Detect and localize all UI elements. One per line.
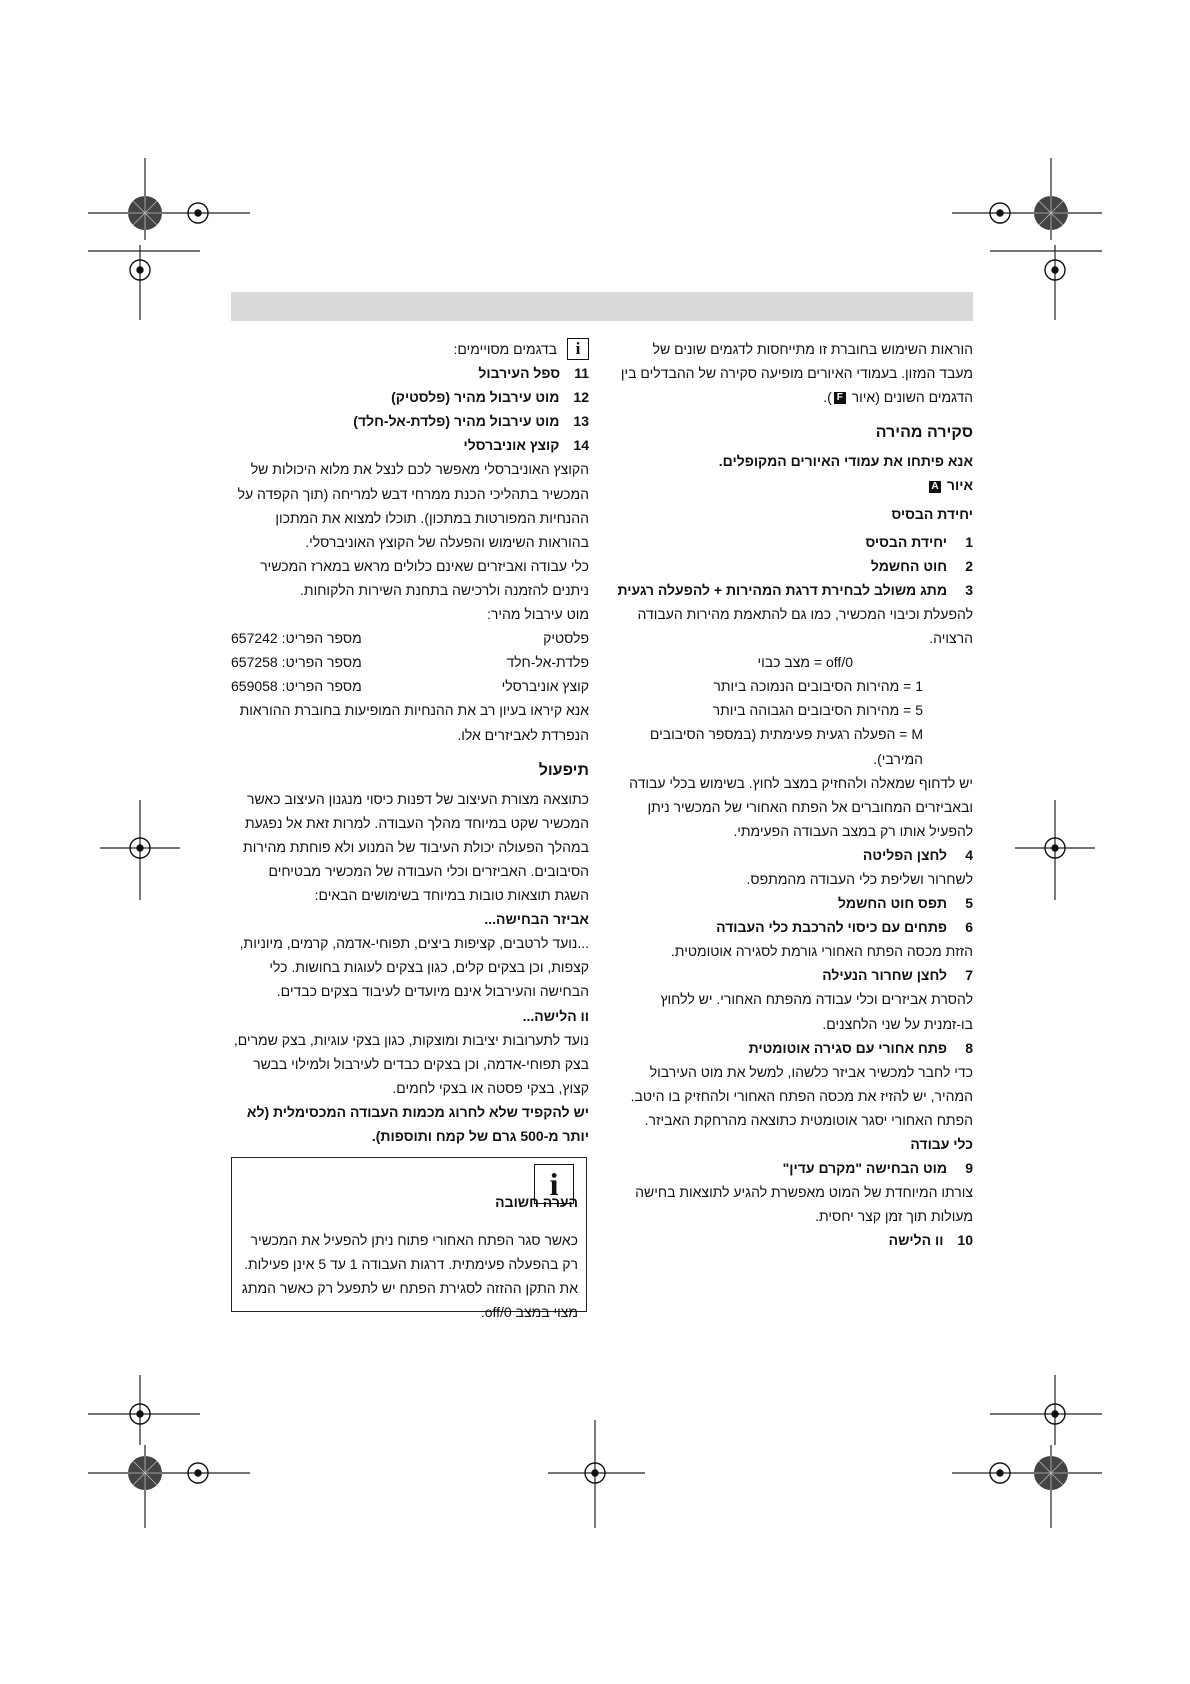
- list-item: 7 לחצן שחרור הנעילה: [822, 967, 973, 984]
- item9-description: צורתו המיוחדת של המוט מאפשרת להגיע לתוצאות בחישה מעולות תוך זמן קצר יחסית.: [635, 1184, 973, 1225]
- beater-title: אביזר הבחישה...: [484, 911, 589, 928]
- table-row: קוצץ אוניברסלי מספר הפריט: 659058: [231, 678, 589, 695]
- switch-line: off/0 = מצב כבוי: [757, 654, 853, 671]
- list-item: 8 פתח אחורי עם סגירה אוטומטית: [748, 1039, 973, 1056]
- switch-note: יש לדחוף שמאלה ולהחזיק במצב לחוץ. בשימוש בכלי עבודה ובאביזרים המחוברים אל הפתח האחורי של המכשיר ניתן להפעיל אותו רק במצב העבודה הפעימתי.: [629, 774, 973, 839]
- item8-description: כדי לחבר למכשיר אביזר כלשהו, למשל את מוט העירבול המהיר, יש להזיז את מכסה הפתח האחורי ולהחזיק בו היטב. הפתח האחורי יסגר אוטומטית כתוצאה מהרחקת האביזר.: [630, 1063, 973, 1128]
- right-column: [617, 337, 973, 1252]
- rod-title: מוט עירבול מהיר:: [487, 606, 589, 623]
- weight-note: יש להקפיד שלא לחרוג מכמות העבודה המכסימלית (לא יותר מ-500 גרם של קמח ותוספות).: [246, 1103, 589, 1144]
- list-item: 12 מוט עירבול מהיר (פלסטיק): [391, 389, 589, 406]
- overview-note: אנא פיתחו את עמודי האיורים המקופלים.: [718, 453, 973, 470]
- list-item: 2 חוט החשמל: [870, 557, 973, 574]
- beater-text: ...נועד לרטבים, קציפות ביצים, תפוחי-אדמה, קרמים, מיוניות, קצפות, וכן בצקים קלים, כגון בצקים לעוגות בחושות. כלי הבחישה והעירבול אינם מיועדים לעיבוד בצקים כבדים.: [239, 935, 589, 1000]
- switch-line: 5 = מהירות הסיבובים הגבוהה ביותר: [712, 702, 923, 719]
- list-item: 13 מוט עירבול מהיר (פלדת-אל-חלד): [353, 413, 589, 430]
- function-title: תיפעול: [538, 761, 589, 779]
- info-icon: i: [567, 338, 589, 360]
- units-title: יחידת הבסיס: [891, 505, 973, 522]
- list-item: 9 מוט הבחישה "מקרם עדין": [782, 1160, 973, 1177]
- item4-description: לשחרור ושליפת כלי העבודה מהמתפס.: [746, 870, 973, 887]
- overview-title: סקירה מהירה: [875, 424, 973, 442]
- intro-text: הוראות השימוש בחוברת זו מתייחסות לדגמים שונים של מעבד המזון. בעמודי האיורים מופיעה סקירה של ההבדלים בין הדגמים השונים (איור F).: [620, 341, 973, 406]
- accessories-note: כלי עבודה ואביזרים שאינם כלולים מראש במארז המכשיר ניתנים להזמנה ולרכישה בתחנת השירות הלקוחות.: [260, 557, 589, 598]
- hook-text: נועד לתערובות יציבות ומוצקות, כגון בצקי עוגיות, בצק שמרים, בצק תפוחי-אדמה, וכן בצקים כבדים לעירבול ולמילוי בבשר קצוץ, בצקי פסטה או בצקי לחמים.: [233, 1031, 589, 1096]
- important-note-box: [231, 1157, 587, 1321]
- read-note: אנא קיראו בעיון רב את ההנחיות המופיעות בחוברת ההוראות הנפרדת לאביזרים אלו.: [239, 702, 589, 743]
- list-item: 5 תפס חוט החשמל: [838, 895, 973, 912]
- item3-description: להפעלת וכיבוי המכשיר, כמו גם להתאמת מהירות העבודה הרצויה.: [637, 605, 973, 647]
- switch-line: 1 = מהירות הסיבובים הנמוכה ביותר: [713, 678, 923, 695]
- figure-f-icon: F: [834, 392, 846, 404]
- list-item: 10 וו הלישה: [888, 1232, 973, 1249]
- tools-title: כלי עבודה: [910, 1136, 973, 1152]
- hook-title: וו הלישה...: [522, 1007, 589, 1024]
- note-text: כאשר סגר הפתח האחורי פתוח ניתן להפעיל את המכשיר רק בהפעלה פעימתית. דרגות העבודה 1 עד 5 אינן פעילות. את התקן ההזזה לסגירת הפתח יש לתפעל רק כאשר המתג מצוי במצב off/0.: [241, 1232, 578, 1321]
- list-item: 1 יחידת הבסיס: [865, 533, 973, 550]
- table-row: פלסטיק מספר הפריט: 657242: [231, 630, 589, 647]
- info-icon: i: [534, 1164, 574, 1204]
- item7-description: להסרת אביזרים וכלי עבודה מהפתח האחורי. יש ללחוץ בו-זמנית על שני הלחצנים.: [660, 991, 973, 1032]
- list-item: 6 פתחים עם כיסוי להרכבת כלי העבודה: [716, 919, 973, 936]
- table-row: פלדת-אל-חלד מספר הפריט: 657258: [231, 654, 589, 671]
- list-item: 4 לחצן הפליטה: [862, 846, 973, 863]
- note-title: הערה חשובה: [495, 1194, 578, 1210]
- header-bar: [231, 292, 973, 321]
- list-item: 3 מתג משולב לבחירת דרגת המהירות + להפעלה רגעית: [617, 581, 973, 598]
- models-note: i בדגמים מסויימים:: [231, 337, 589, 361]
- function-text: כתוצאה מצורת העיצוב של דפנות כיסוי מנגנון העיצוב כאשר המכשיר שקט במיוחד מהלך העבודה. למרות זאת אל נפגעת במהלך הפעולה יכולת העיבוד של המנוע ולא פוחתת מהירות הסיבובים. האביזרים וכלי העבודה של המכשיר מבטיחים השגת תוצאות טובות במיוחד בשימושים הבאים:: [243, 790, 589, 904]
- switch-line: M = הפעלה רגעית פעימתית (במספר הסיבובים המירבי).: [649, 726, 923, 767]
- item14-description: הקוצץ האוניברסלי מאפשר לכם לנצל את מלוא היכולות של המכשיר בתהליכי הכנת ממרחי דבש למריחה (תוך הקפדה על ההנחיות המפורטות במתכון). תוכלו למצוא את המתכון בהוראות השימוש והפעלה של הקוצץ האוניברסלי.: [237, 461, 589, 550]
- figure-a-icon: A: [929, 481, 941, 493]
- list-item: 11 ספל העירבול: [478, 365, 589, 382]
- list-item: 14 קוצץ אוניברסלי: [463, 437, 589, 454]
- left-column: [231, 337, 589, 1148]
- figure-label: איור A: [617, 473, 973, 497]
- item6-description: הזזת מכסה הפתח האחורי גורמת לסגירה אוטומטית.: [670, 943, 973, 960]
